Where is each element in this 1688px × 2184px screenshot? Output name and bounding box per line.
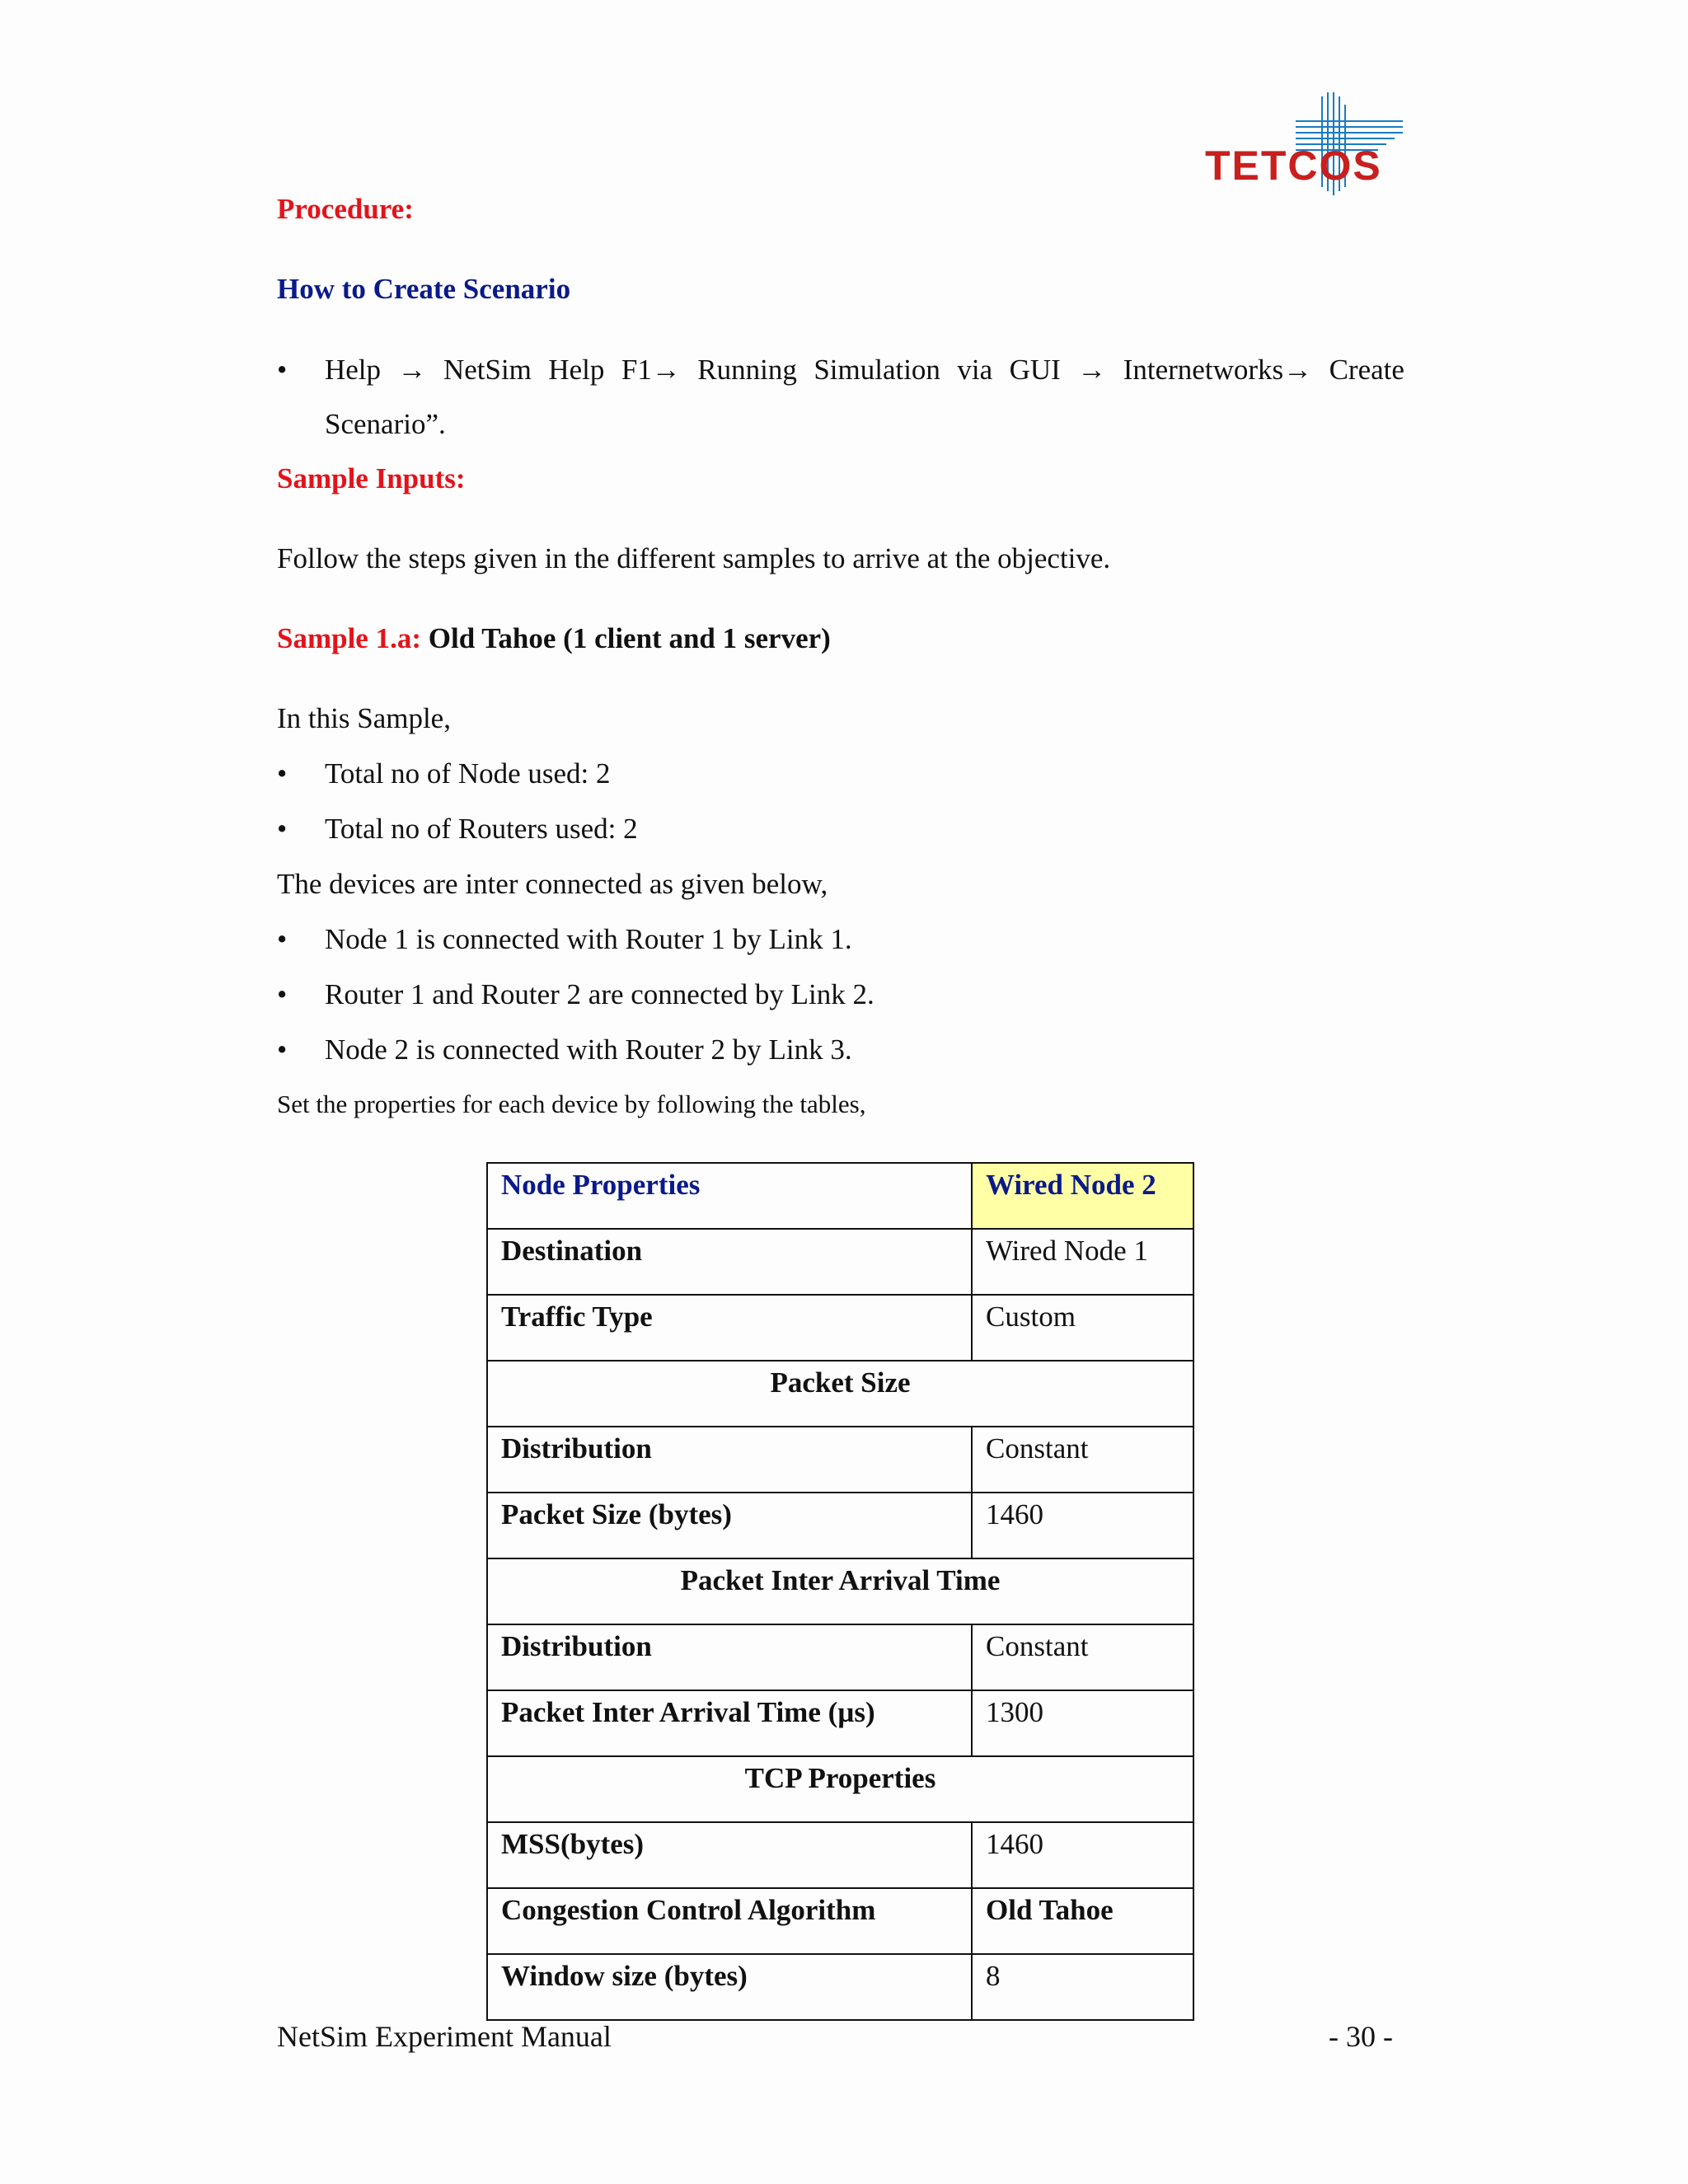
how-to-create-scenario-heading: How to Create Scenario: [277, 273, 571, 305]
table-section-row: [487, 1558, 1193, 1624]
property-value: Wired Node 1: [972, 1229, 1193, 1295]
set-properties-text: Set the properties for each device by following the tables,: [277, 1090, 866, 1118]
tetcos-logo: [1205, 92, 1403, 195]
help-path-word: F1→: [621, 354, 681, 386]
help-path-word: via: [957, 354, 993, 386]
property-name: MSS(bytes): [487, 1822, 972, 1888]
property-name: Window size (bytes): [487, 1954, 972, 2020]
property-name: Packet Inter Arrival Time (µs): [487, 1690, 972, 1756]
help-path-word: Internetworks→: [1123, 354, 1313, 386]
help-path-word: NetSim: [443, 354, 532, 386]
property-value: 1300: [972, 1690, 1193, 1756]
property-name: Traffic Type: [487, 1295, 972, 1361]
sample-title: Old Tahoe (1 client and 1 server): [428, 622, 831, 654]
help-path-word: Create: [1329, 354, 1404, 386]
bullet-icon: •: [277, 978, 288, 1010]
arrow-icon: →: [397, 354, 427, 386]
property-name: Packet Size (bytes): [487, 1493, 972, 1558]
follow-steps-text: Follow the steps given in the different samples to arrive at the objective.: [277, 542, 1111, 574]
section-label: Packet Inter Arrival Time: [487, 1558, 1193, 1624]
devices-intro-text: The devices are inter connected as given below,: [277, 868, 828, 900]
page-number: - 30 -: [1329, 2020, 1393, 2053]
sample-label: Sample 1.a:: [277, 622, 421, 654]
help-path-word: Simulation: [814, 354, 940, 386]
bullet-icon: •: [277, 813, 288, 845]
property-name: Distribution: [487, 1427, 972, 1493]
help-path-word: GUI: [1009, 354, 1061, 386]
arrow-icon: →: [1077, 354, 1107, 386]
table-row: [487, 1493, 1193, 1558]
footer-title: NetSim Experiment Manual: [277, 2020, 612, 2053]
sample-inputs-heading: Sample Inputs:: [277, 462, 466, 494]
node-properties-table: [486, 1162, 1194, 2021]
property-value: Old Tahoe: [972, 1888, 1193, 1954]
table-header-value: Wired Node 2: [972, 1163, 1193, 1229]
table-row: [487, 1690, 1193, 1756]
bullet-icon: •: [277, 757, 288, 790]
document-page: TETCOS Procedure: How to Create Scenario • Help → NetSim Help F1→ Running Simulation via GUI → Internetworks→ Create Scenario”. Sample Inputs: Follow the steps given in the different samples to arrive at the objective. Sample 1.a: Old Tahoe (1 client and 1 server) In this Sample, • Total no of Node used: 2 • Total no of Routers used: 2 The devices are inter connected as given below, • Node 1 is connected with Router 1 by Link 1. • Router 1 and Router 2 are connected by Link 2. • Node 2 is connected with Router 2 by Link 3. Set the properties for each device by following the tables, Node Properties Wired Node 2 Destination Wired Node 1 Traffic Type Custom Packet Size Distribution Constant Packet Size (bytes) 1460 Packet Inter Arrival Time Distribution Constant Packet Inter Arrival Time (µs) 1300 TCP Properties MSS(bytes) 1460 Congestion Control Algorithm Old Tahoe Window size (bytes) 8 NetSim Experiment Manual - 30 -: [0, 0, 1688, 2184]
section-label: TCP Properties: [487, 1756, 1193, 1822]
property-value: 8: [972, 1954, 1193, 2020]
property-value: Constant: [972, 1624, 1193, 1690]
in-this-sample-text: In this Sample,: [277, 702, 451, 734]
sample-heading: [277, 621, 831, 656]
property-name: Congestion Control Algorithm: [487, 1888, 972, 1954]
help-path-line: [325, 353, 1404, 387]
property-value: 1460: [972, 1493, 1193, 1558]
help-path-word: Help: [548, 354, 605, 386]
bullet-icon: •: [277, 923, 288, 955]
table-row: [487, 1888, 1193, 1954]
table-section-row: [487, 1756, 1193, 1822]
bullet-icon: •: [277, 354, 288, 386]
help-path-continuation: Scenario”.: [325, 408, 446, 440]
property-name: Destination: [487, 1229, 972, 1295]
procedure-heading: Procedure:: [277, 193, 414, 225]
table-row: [487, 1427, 1193, 1493]
property-value: Custom: [972, 1295, 1193, 1361]
table-row: [487, 1954, 1193, 2020]
table-header-key: Node Properties: [487, 1163, 972, 1229]
table-row: [487, 1295, 1193, 1361]
table-header-row: [487, 1163, 1193, 1229]
table-row: [487, 1822, 1193, 1888]
section-label: Packet Size: [487, 1361, 1193, 1427]
table-row: [487, 1624, 1193, 1690]
table-row: [487, 1229, 1193, 1295]
property-name: Distribution: [487, 1624, 972, 1690]
tetcos-logo-text: TETCOS: [1205, 143, 1382, 189]
table-section-row: [487, 1361, 1193, 1427]
help-path-word: Running: [697, 354, 797, 386]
bullet-icon: •: [277, 1033, 288, 1066]
help-path-word: Help: [325, 354, 382, 386]
property-value: Constant: [972, 1427, 1193, 1493]
property-value: 1460: [972, 1822, 1193, 1888]
